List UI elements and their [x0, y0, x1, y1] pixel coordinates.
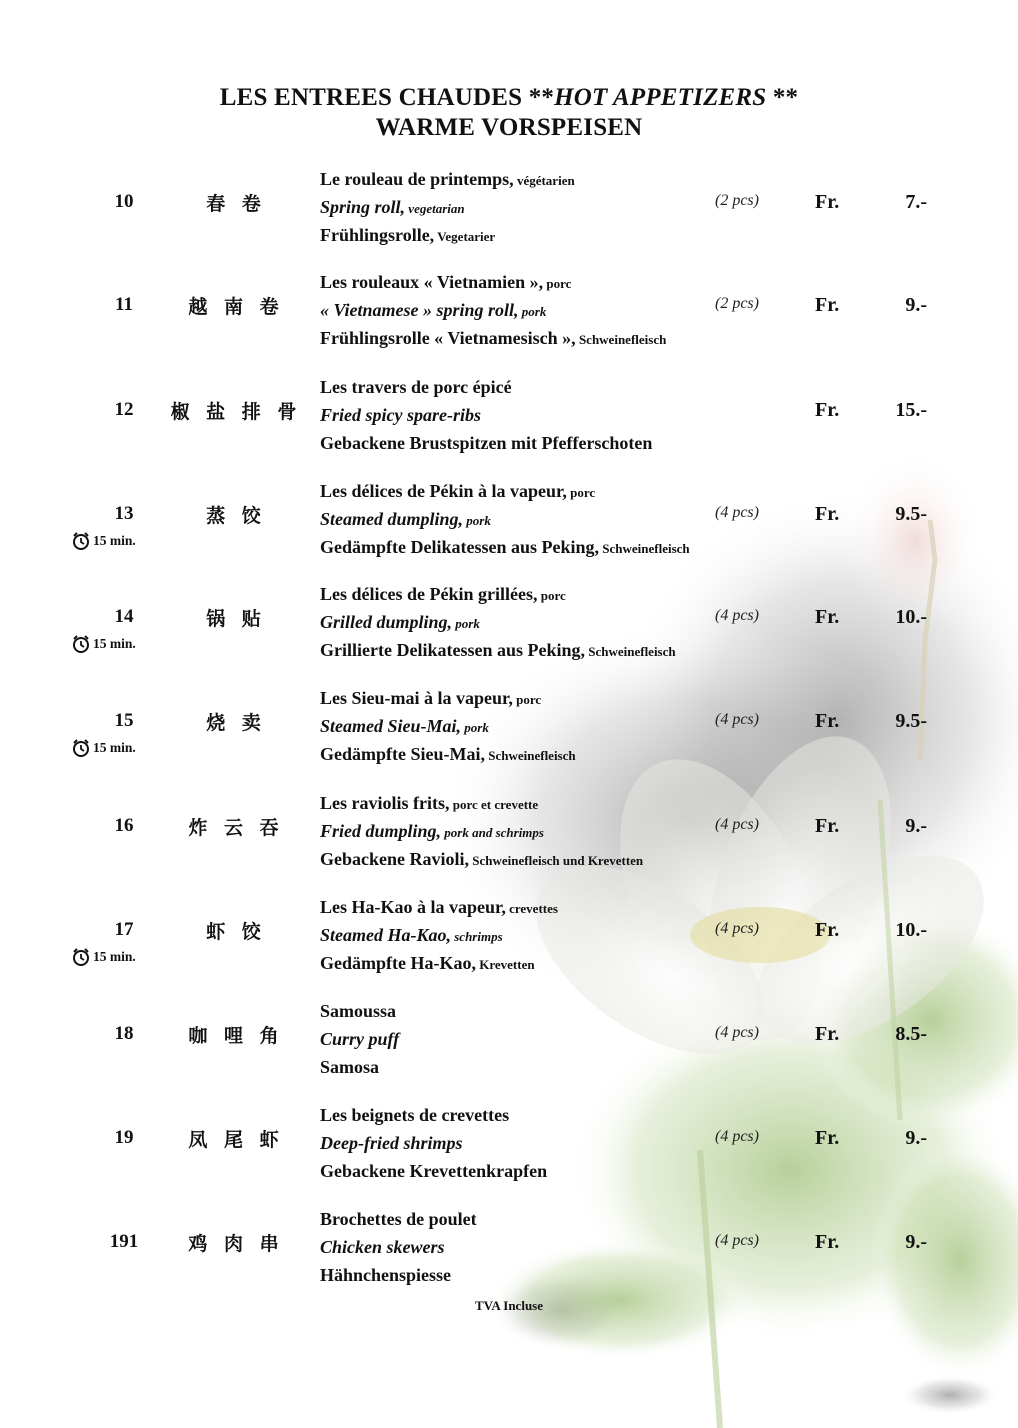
- menu-title-line1: LES ENTREES CHAUDES **HOT APPETIZERS **: [219, 84, 799, 111]
- item-price: 9.-: [905, 815, 927, 837]
- english-name: Steamed dumpling, pork: [320, 509, 491, 529]
- item-price: 10.-: [895, 919, 927, 941]
- french-name: Les Ha-Kao à la vapeur, crevettes: [320, 897, 558, 917]
- item-price: 9.5-: [895, 710, 927, 732]
- english-name: Fried dumpling, pork and schrimps: [320, 821, 544, 841]
- piece-count: (4 pcs): [715, 920, 759, 937]
- german-name: Gedämpfte Sieu-Mai, Schweinefleisch: [320, 744, 576, 764]
- piece-count: (4 pcs): [715, 607, 759, 624]
- prep-time: [71, 738, 136, 758]
- german-name: Gebackene Brustspitzen mit Pfefferschoten: [320, 433, 653, 453]
- chinese-name: 椒 盐 排 骨: [170, 401, 302, 423]
- prep-time-label: 15 min.: [93, 533, 136, 548]
- german-name: Frühlingsrolle « Vietnamesisch », Schweinefleisch: [320, 328, 667, 348]
- currency-label: Fr.: [815, 919, 840, 941]
- item-number: 17: [114, 919, 134, 940]
- currency-label: Fr.: [815, 1023, 840, 1045]
- german-name: Gedämpfte Ha-Kao, Krevetten: [320, 953, 535, 973]
- item-price: 8.5-: [895, 1023, 927, 1045]
- menu-item: [0, 374, 1018, 454]
- item-price: 9.5-: [895, 503, 927, 525]
- item-price: 10.-: [895, 606, 927, 628]
- item-number: 13: [114, 503, 134, 524]
- currency-label: Fr.: [815, 1231, 840, 1253]
- item-price: 7.-: [905, 191, 927, 213]
- english-name: Chicken skewers: [320, 1237, 445, 1257]
- german-name: Gebackene Krevettenkrapfen: [320, 1161, 548, 1181]
- item-description: [320, 374, 790, 458]
- english-name: Deep-fried shrimps: [320, 1133, 463, 1153]
- prep-time-label: 15 min.: [93, 949, 136, 964]
- piece-count: (4 pcs): [715, 816, 759, 833]
- french-name: Samoussa: [320, 1001, 397, 1021]
- item-price: 15.-: [895, 399, 927, 421]
- german-name: Samosa: [320, 1057, 380, 1077]
- piece-count: (4 pcs): [715, 504, 759, 521]
- piece-count: (2 pcs): [715, 192, 759, 209]
- item-number: 11: [115, 294, 133, 315]
- english-name: Curry puff: [320, 1029, 400, 1049]
- french-name: Les raviolis frits, porc et crevette: [320, 793, 539, 813]
- piece-count: (2 pcs): [715, 295, 759, 312]
- chinese-name: 鸡 肉 串: [188, 1233, 284, 1255]
- piece-count: (4 pcs): [715, 711, 759, 728]
- item-number: 12: [114, 399, 134, 420]
- chinese-name: 炸 云 吞: [188, 817, 284, 839]
- english-name: Fried spicy spare-ribs: [320, 405, 481, 425]
- menu-title-line2: WARME VORSPEISEN: [375, 114, 643, 141]
- french-name: Les beignets de crevettes: [320, 1105, 510, 1125]
- english-name: Steamed Ha-Kao, schrimps: [320, 925, 503, 945]
- prep-time-label: 15 min.: [93, 740, 136, 755]
- item-number: 191: [109, 1231, 139, 1252]
- piece-count: (4 pcs): [715, 1024, 759, 1041]
- item-price: 9.-: [905, 1127, 927, 1149]
- chinese-name: 春 卷: [206, 193, 266, 215]
- currency-label: Fr.: [815, 606, 840, 628]
- prep-time: [71, 531, 136, 551]
- chinese-name: 虾 饺: [206, 921, 266, 943]
- german-name: Grillierte Delikatessen aus Peking, Schweinefleisch: [320, 640, 676, 660]
- french-name: Les délices de Pékin grillées, porc: [320, 584, 566, 604]
- german-name: Hähnchenspiesse: [320, 1265, 452, 1285]
- currency-label: Fr.: [815, 191, 840, 213]
- menu-item: [0, 1206, 1018, 1286]
- menu-item: [0, 685, 1018, 765]
- currency-label: Fr.: [815, 399, 840, 421]
- item-number: 15: [114, 710, 134, 731]
- currency-label: Fr.: [815, 503, 840, 525]
- french-name: Les délices de Pékin à la vapeur, porc: [320, 481, 596, 501]
- french-name: Les travers de porc épicé: [320, 377, 512, 397]
- alarm-clock-icon: [71, 738, 91, 758]
- menu-item: [0, 894, 1018, 974]
- french-name: Le rouleau de printemps, végétarien: [320, 169, 575, 189]
- menu-item: [0, 581, 1018, 661]
- english-name: Steamed Sieu-Mai, pork: [320, 716, 489, 736]
- chinese-name: 越 南 卷: [188, 296, 284, 318]
- english-name: Grilled dumpling, pork: [320, 612, 480, 632]
- menu-item: [0, 790, 1018, 870]
- english-name: « Vietnamese » spring roll, pork: [320, 300, 547, 320]
- french-name: Les Sieu-mai à la vapeur, porc: [320, 688, 542, 708]
- prep-time: [71, 634, 136, 654]
- chinese-name: 蒸 饺: [206, 505, 266, 527]
- german-name: Gedämpfte Delikatessen aus Peking, Schweinefleisch: [320, 537, 690, 557]
- german-name: Gebackene Ravioli, Schweinefleisch und Krevetten: [320, 849, 644, 869]
- menu-item: [0, 1102, 1018, 1182]
- chinese-name: 咖 哩 角: [188, 1025, 284, 1047]
- item-number: 19: [114, 1127, 134, 1148]
- alarm-clock-icon: [71, 531, 91, 551]
- chinese-name: 锅 贴: [206, 608, 266, 630]
- prep-time: [71, 947, 136, 967]
- menu-item: [0, 998, 1018, 1078]
- currency-label: Fr.: [815, 815, 840, 837]
- tax-note: TVA Incluse: [474, 1298, 544, 1313]
- chinese-name: 凤 尾 虾: [188, 1129, 284, 1151]
- item-number: 10: [114, 191, 134, 212]
- currency-label: Fr.: [815, 294, 840, 316]
- currency-label: Fr.: [815, 1127, 840, 1149]
- menu-item: [0, 478, 1018, 558]
- item-number: 18: [114, 1023, 134, 1044]
- prep-time-label: 15 min.: [93, 636, 136, 651]
- piece-count: (4 pcs): [715, 1128, 759, 1145]
- piece-count: (4 pcs): [715, 1232, 759, 1249]
- item-price: 9.-: [905, 294, 927, 316]
- menu-item: [0, 269, 1018, 349]
- alarm-clock-icon: [71, 947, 91, 967]
- menu-item: [0, 166, 1018, 246]
- currency-label: Fr.: [815, 710, 840, 732]
- item-number: 14: [114, 606, 134, 627]
- english-name: Spring roll, vegetarian: [320, 197, 465, 217]
- chinese-name: 烧 卖: [206, 712, 266, 734]
- item-number: 16: [114, 815, 134, 836]
- french-name: Les rouleaux « Vietnamien », porc: [320, 272, 572, 292]
- german-name: Frühlingsrolle, Vegetarier: [320, 225, 496, 245]
- french-name: Brochettes de poulet: [320, 1209, 477, 1229]
- item-price: 9.-: [905, 1231, 927, 1253]
- alarm-clock-icon: [71, 634, 91, 654]
